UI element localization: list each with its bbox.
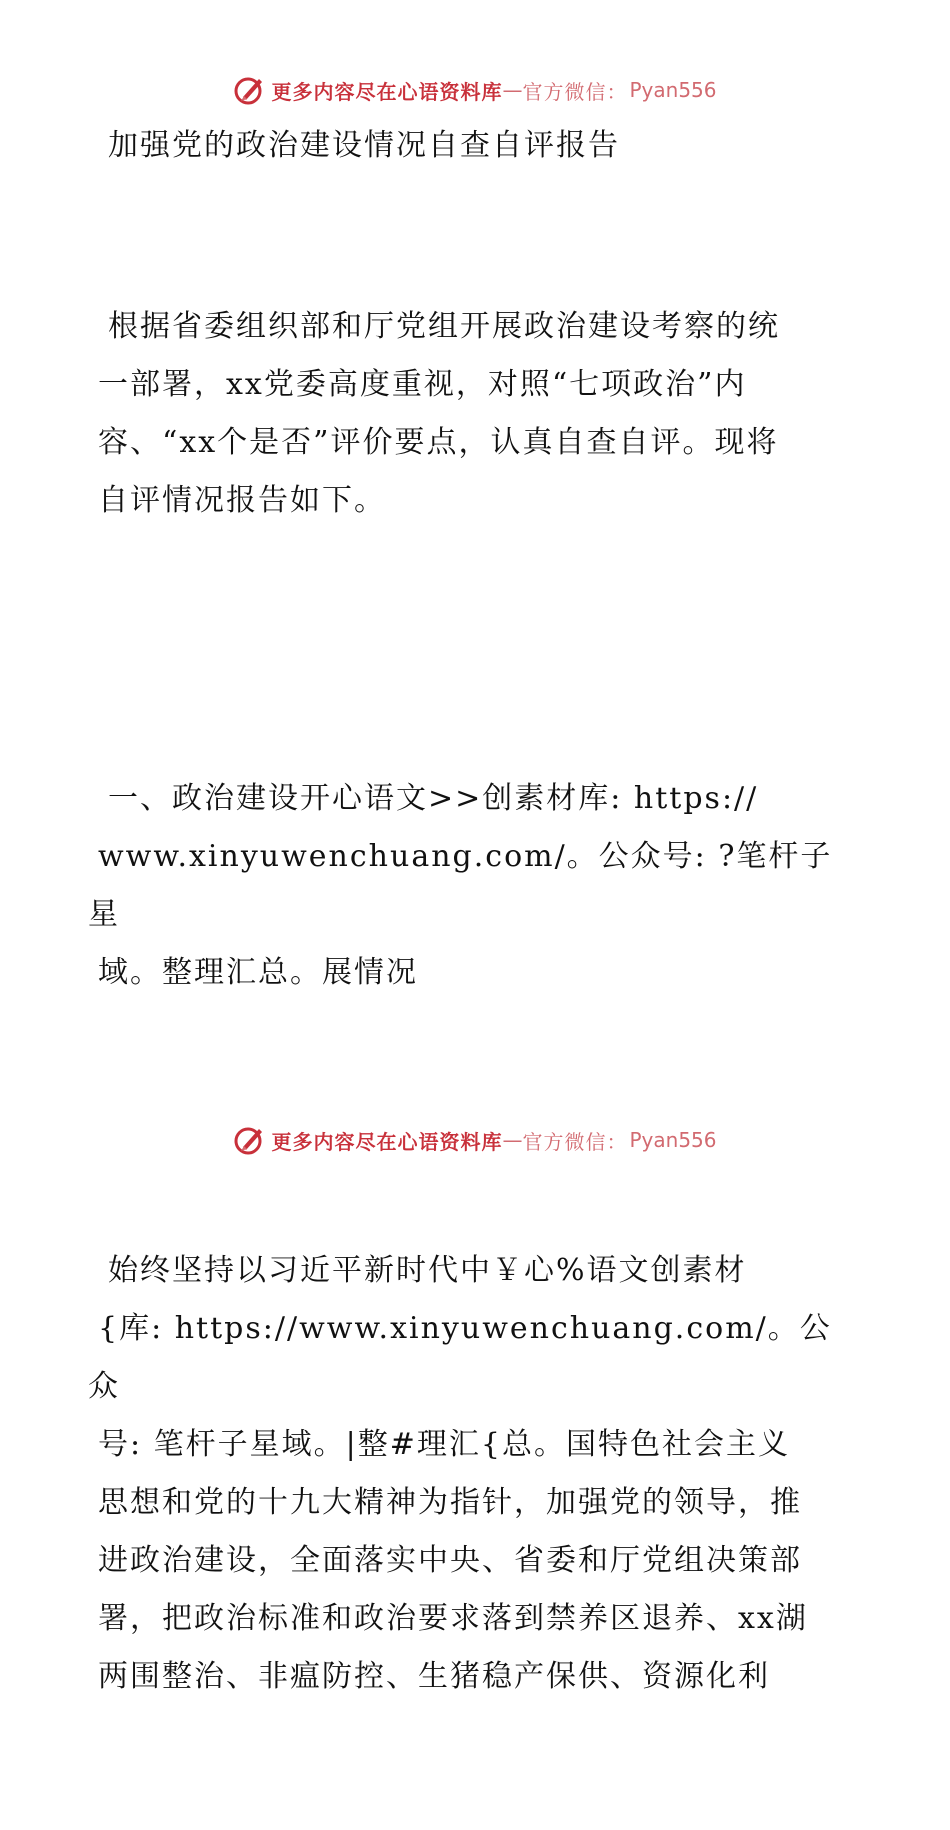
text-line: 号: 笔杆子星域。|整#理汇{总。国特色社会主义 [98,1427,790,1462]
text-line: {库: https://www.xinyuwenchuang.com/。公众 [88,1311,832,1404]
document-body [88,120,858,1830]
banner-dash: — [502,1128,523,1152]
text-line: 思想和党的十九大精神为指针，加强党的领导，推 [98,1485,802,1520]
text-line: 始终坚持以习近平新时代中￥心%语文创素材 [108,1253,747,1288]
text-line: 一、政治建设开心语文>>创素材库: https:// [108,781,759,816]
quill-pen-logo-icon [233,1123,267,1157]
document-title: 加强党的政治建设情况自查自评报告 [108,128,620,163]
text-line: 进政治建设，全面落实中央、省委和厅党组决策部 [98,1543,802,1578]
text-line: 一部署，xx党委高度重视，对照“七项政治”内 [98,367,747,402]
header-banner [0,70,950,110]
banner-official-label: 官方微信： [522,1129,628,1154]
footer-banner [0,1120,950,1160]
banner-brand-text: 更多内容尽在心语资料库 [271,1129,503,1154]
banner-official-label: 官方微信： [522,79,628,104]
paragraph-body [88,1126,858,1822]
text-line: 两围整治、非瘟防控、生猪稳产保供、资源化利 [98,1659,770,1694]
paragraph-section-heading [88,654,858,1118]
text-line: 署，把政治标准和政治要求落到禁养区退养、xx湖 [98,1601,808,1636]
text-line: 自评情况报告如下。 [98,483,386,518]
banner-wechat-id: Pyan556 [629,1128,717,1152]
banner-dash: — [502,78,523,102]
banner-brand-text: 更多内容尽在心语资料库 [271,79,503,104]
paragraph-intro [98,182,858,646]
text-line: www.xinyuwenchuang.com/。公众号: ?笔杆子星 [88,839,833,932]
text-line: 根据省委组织部和厅党组开展政治建设考察的统 [108,309,780,344]
text-line: 容、“xx个是否”评价要点，认真自查自评。现将 [98,425,779,460]
banner-wechat-id: Pyan556 [629,78,717,102]
text-line: 域。整理汇总。展情况 [98,955,418,990]
quill-pen-logo-icon [233,73,267,107]
